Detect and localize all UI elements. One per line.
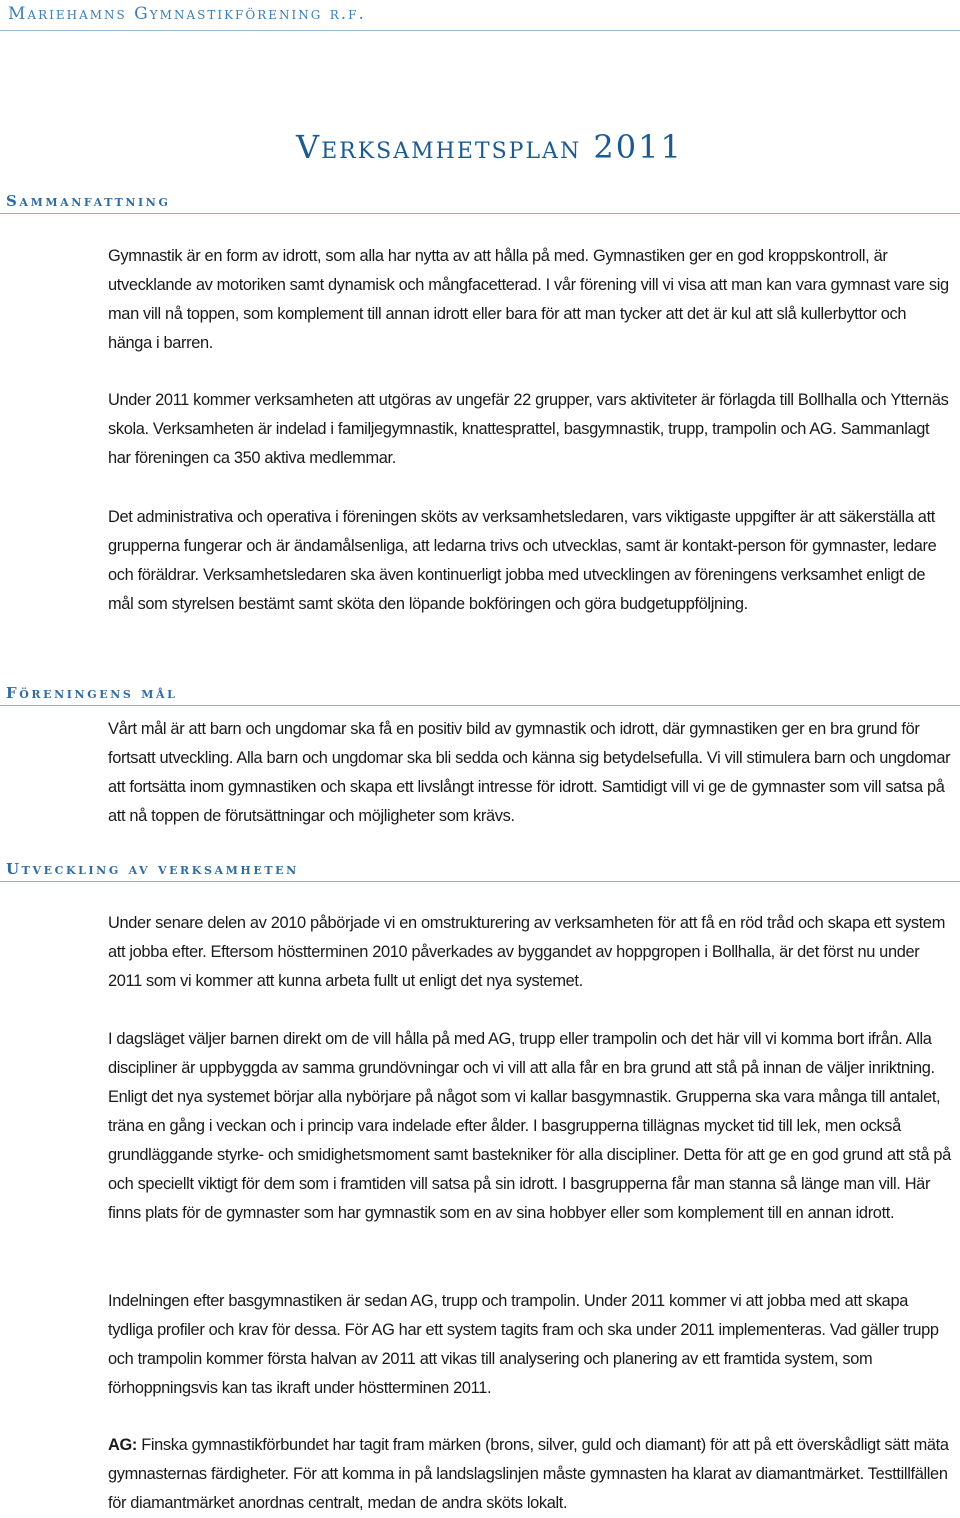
- paragraph-basgymnastik: I dagsläget väljer barnen direkt om de vill hålla på med AG, trupp eller trampolin och det här vill vi komma bort ifrån. Alla discipliner är uppbyggda av samma grundövningar och vi vill att alla får en bra grund att stå på innan de väljer inriktning. Enligt det nya systemet börjar alla nybörjare på något som vi kallar basgymnastik. Grupperna ska vara många till antalet, träna en gång i veckan och i princip vara indelade efter ålder. I basgrupperna tillägnas mycket tid till lek, men också grundläggande styrke- och smidighetsmoment samt bastekniker för alla discipliner. Detta för att ge en god grund att stå på och speciellt viktigt för dem som i framtiden vill satsa på sin idrott. I basgrupperna får man stanna så länge man vill. Här finns plats för de gymnaster som har gymnastik som en av sina hobbyer eller som komplement till en annan idrott.: [108, 1030, 951, 1222]
- ag-body-text: Finska gymnastikförbundet har tagit fram märken (brons, silver, guld och diamant) för att på ett överskådligt sätt mäta gymnasternas färdigheter. För att komma in på landslagslinjen måste gymnasten ha klarat av diamantmärket. Testtillfällen för diamantmärket anordnas centralt, medan de andra sköts lokalt.: [108, 1436, 949, 1512]
- section-divider: [0, 705, 960, 706]
- section-divider: [0, 881, 960, 882]
- paragraph-administration: Det administrativa och operativa i föreningen sköts av verksamhetsledaren, vars viktigaste uppgifter är att säkerställa att grupperna fungerar och är ändamålsenliga, att ledarna trivs och utvecklas, samt är kontakt-person för gymnaster, ledare och föräldrar. Verksamhetsledaren ska även kontinuerligt jobba med utvecklingen av föreningens verksamhet enligt de mål som styrelsen bestämt samt sköta den löpande bokföringen och göra budgetuppföljning.: [108, 508, 937, 613]
- ag-lead-label: AG:: [108, 1436, 137, 1454]
- section-heading-sammanfattning: Sammanfattning: [6, 192, 171, 210]
- organization-header: Mariehamns Gymnastikförening r.f.: [8, 4, 366, 24]
- document-title: Verksamhetsplan 2011: [296, 128, 683, 166]
- paragraph-goals: Vårt mål är att barn och ungdomar ska få en positiv bild av gymnastik och idrott, där gymnastiken ger en bra grund för fortsatt utveckling. Alla barn och ungdomar ska bli sedda och känna sig betydelsefulla. Vi vill stimulera barn och ungdomar att fortsätta inom gymnastiken och skapa ett livslångt intresse för idrott. Samtidigt vill vi ge de gymnaster som vill satsa på att nå toppen de förutsättningar och möjligheter som krävs.: [108, 720, 951, 825]
- paragraph-groups: Under 2011 kommer verksamheten att utgöras av ungefär 22 grupper, vars aktiviteter är förlagda till Bollhalla och Ytternäs skola. Verksamheten är indelad i familjegymnastik, knattesprattel, basgymnastik, trupp, trampolin och AG. Sammanlagt har föreningen ca 350 aktiva medlemmar.: [108, 391, 949, 467]
- section-heading-utveckling: Utveckling av verksamheten: [6, 860, 299, 878]
- section-divider: [0, 213, 960, 214]
- paragraph-restructuring: Under senare delen av 2010 påbörjade vi en omstrukturering av verksamheten för att få en röd tråd och skapa ett system att jobba efter. Eftersom höstterminen 2010 påverkades av byggandet av hoppgropen i Bollhalla, är det först nu under 2011 som vi kommer att kunna arbeta fullt ut enligt det nya systemet.: [108, 914, 945, 990]
- paragraph-division: Indelningen efter basgymnastiken är sedan AG, trupp och trampolin. Under 2011 kommer vi att jobba med att skapa tydliga profiler och krav för dessa. För AG har ett system tagits fram och ska under 2011 implementeras. Vad gäller trupp och trampolin kommer första halvan av 2011 att vikas till analysering och planering av ett framtida system, som förhoppningsvis kan tas ikraft under höstterminen 2011.: [108, 1292, 939, 1397]
- header-divider: [0, 30, 960, 31]
- paragraph-intro: Gymnastik är en form av idrott, som alla har nytta av att hålla på med. Gymnastiken ger en god kroppskontroll, är utvecklande av motoriken samt dynamisk och mångfacetterad. I vår förening vill vi visa att man kan vara gymnast vare sig man vill nå toppen, som komplement till annan idrott eller bara för att man tycker att det är kul att slå kullerbyttor och hänga i barren.: [108, 247, 949, 352]
- section-heading-foreningens-mal: Föreningens mål: [6, 684, 178, 702]
- paragraph-ag: [108, 1431, 954, 1518]
